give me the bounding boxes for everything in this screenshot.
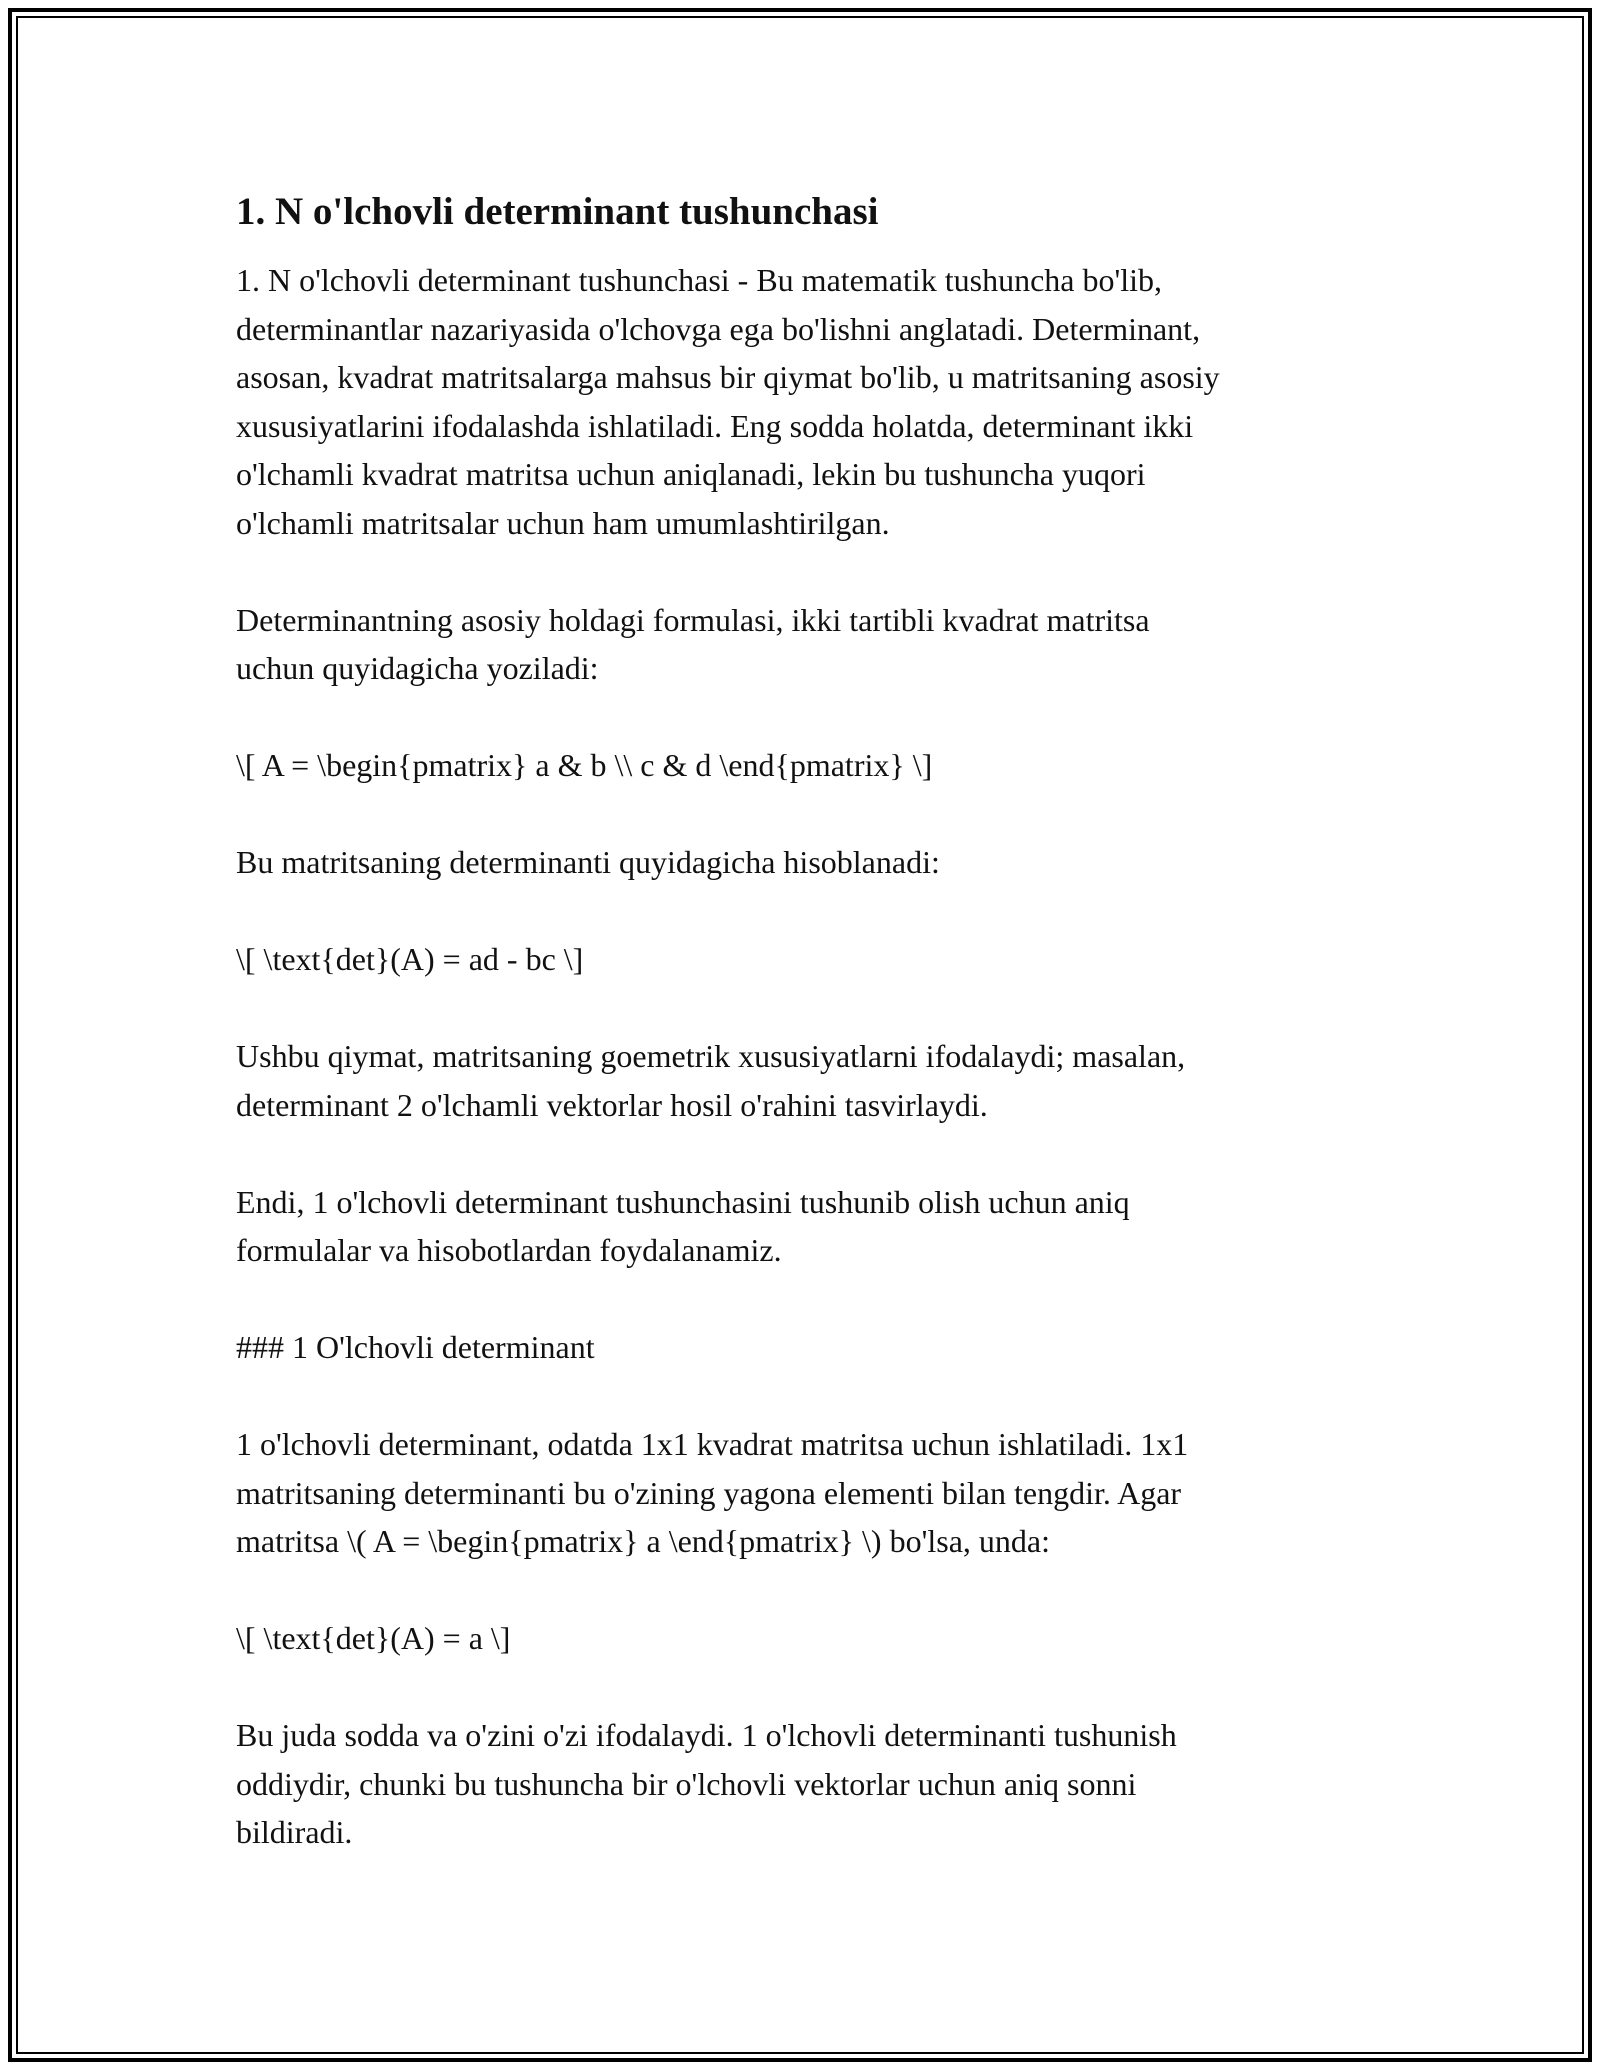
formula-det-1x1: \[ \text{det}(A) = a \] (236, 1620, 511, 1656)
section-heading: 1. N o'lchovli determinant tushunchasi (236, 190, 879, 233)
paragraph-formula-intro: Determinantning asosiy holdagi formulasi, ikki tartibli kvadrat matritsa uchun quyidagicha yoziladi: (236, 601, 1150, 686)
subheading-1d-determinant: ### 1 O'lchovli determinant (236, 1329, 595, 1365)
document-body (236, 186, 1376, 1905)
paragraph-transition: Endi, 1 o'lchovli determinant tushunchasini tushunib olish uchun aniq formulalar va hisobotlardan foydalanamiz. (236, 1183, 1130, 1268)
paragraph-1d-definition: 1 o'lchovli determinant, odatda 1x1 kvadrat matritsa uchun ishlatiladi. 1x1 matritsaning determinanti bu o'zining yagona elementi bilan tengdir. Agar matritsa \( A = \begin{pmatrix} a \end{pmatrix} \) bo'lsa, unda: (236, 1426, 1189, 1559)
paragraph-determinant-calc: Bu matritsaning determinanti quyidagicha hisoblanadi: (236, 844, 940, 880)
formula-matrix-2x2: \[ A = \begin{pmatrix} a & b \\ c & d \end{pmatrix} \] (236, 747, 933, 783)
paragraph-geometric: Ushbu qiymat, matritsaning goemetrik xususiyatlarni ifodalaydi; masalan, determinant 2 o'lchamli vektorlar hosil o'rahini tasvirlaydi. (236, 1038, 1186, 1123)
formula-det-2x2: \[ \text{det}(A) = ad - bc \] (236, 941, 584, 977)
paragraph-conclusion: Bu juda sodda va o'zini o'zi ifodalaydi. 1 o'lchovli determinanti tushunish oddiydir, chunki bu tushuncha bir o'lchovli vektorlar uchun aniq sonni bildiradi. (236, 1717, 1177, 1850)
paragraph-intro: 1. N o'lchovli determinant tushunchasi - Bu matematik tushuncha bo'lib, determinantlar nazariyasida o'lchovga ega bo'lishni anglatadi. Determinant, asosan, kvadrat matritsalarga mahsus bir qiymat bo'lib, u matritsaning asosiy xususiyatlarini ifodalashda ishlatiladi. Eng sodda holatda, determinant ikki o'lchamli kvadrat matritsa uchun aniqlanadi, lekin bu tushuncha yuqori o'lchamli matritsalar uchun ham umumlashtirilgan. (236, 262, 1220, 541)
